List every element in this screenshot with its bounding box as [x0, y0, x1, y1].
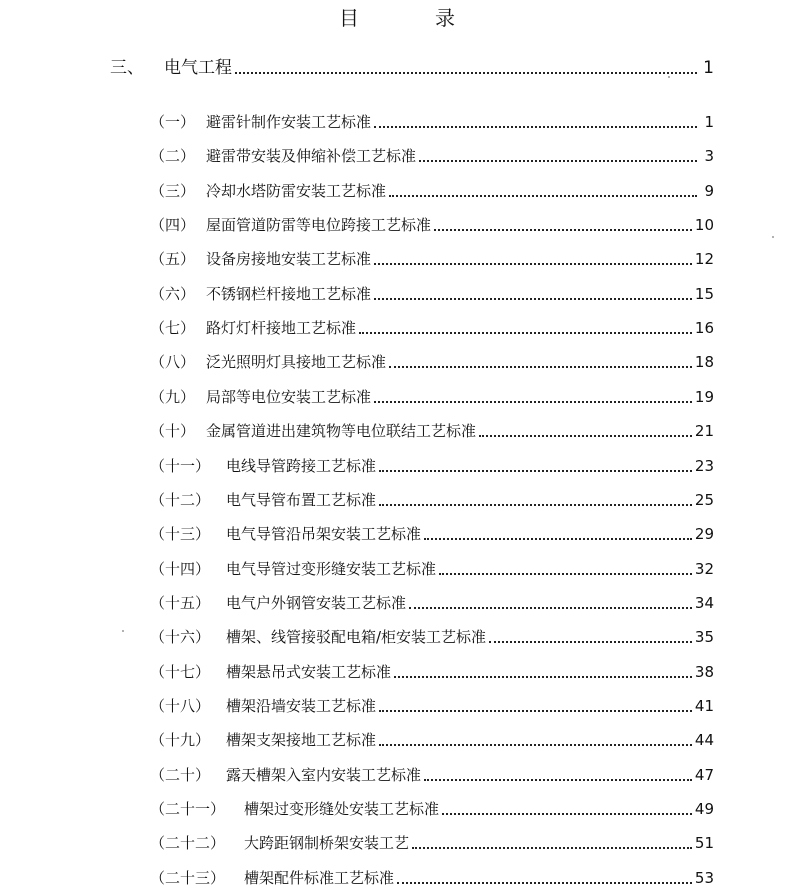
toc-entry-number: （十二） [150, 491, 211, 509]
toc-entry-number: （二十二） [150, 834, 226, 852]
toc-dot-leader [424, 779, 692, 781]
toc-dot-leader [379, 470, 692, 472]
toc-entry[interactable] [150, 728, 714, 752]
toc-entry-title: 泛光照明灯具接地工艺标准 [206, 353, 387, 371]
toc-entry-title: 局部等电位安装工艺标准 [206, 388, 372, 406]
toc-entry[interactable] [150, 831, 714, 855]
toc-entry-number: （五） [150, 250, 196, 268]
toc-entry-number: （十七） [150, 663, 211, 681]
toc-entry-number: （九） [150, 388, 196, 406]
toc-dot-leader [439, 573, 692, 575]
toc-entry-title: 槽架过变形缝处安装工艺标准 [244, 800, 440, 818]
toc-entry-title: 冷却水塔防雷安装工艺标准 [206, 182, 387, 200]
toc-entry-page: 53 [694, 869, 714, 887]
toc-dot-leader [419, 160, 697, 162]
toc-entry[interactable] [150, 179, 714, 203]
toc-chapter-number: 三、 [110, 58, 144, 78]
toc-entry-title: 槽架悬吊式安装工艺标准 [226, 663, 392, 681]
toc-entry-page: 44 [694, 731, 714, 749]
toc-entry-title: 屋面管道防雷等电位跨接工艺标准 [206, 216, 432, 234]
toc-entry-number: （十） [150, 422, 196, 440]
toc-entry-title: 电气导管过变形缝安装工艺标准 [226, 560, 437, 578]
toc-chapter-page: 1 [703, 58, 714, 78]
toc-entry[interactable] [150, 385, 714, 409]
toc-dot-leader [442, 813, 692, 815]
toc-entry-number: （一） [150, 113, 196, 131]
toc-entry-number: （十三） [150, 525, 211, 543]
toc-title: 目 录 [339, 6, 483, 30]
toc-entry-number: （二十三） [150, 869, 226, 887]
toc-dot-leader [389, 195, 697, 197]
toc-entry[interactable] [150, 144, 714, 168]
toc-entry[interactable] [150, 419, 714, 443]
toc-dot-leader [389, 366, 692, 368]
toc-dot-leader [235, 72, 697, 74]
toc-entry[interactable] [150, 110, 714, 134]
toc-entry-page: 1 [704, 113, 714, 131]
toc-entry-page: 34 [694, 594, 714, 612]
toc-dot-leader [374, 298, 692, 300]
toc-dot-leader [359, 332, 692, 334]
toc-entry-number: （二） [150, 147, 196, 165]
toc-entry-number: （十八） [150, 697, 211, 715]
toc-entry-page: 29 [694, 525, 714, 543]
toc-entry-number: （八） [150, 353, 196, 371]
toc-dot-leader [374, 263, 692, 265]
toc-entry[interactable] [150, 488, 714, 512]
toc-entry-number: （十一） [150, 457, 211, 475]
toc-dot-leader [374, 401, 692, 403]
toc-entry-number: （七） [150, 319, 196, 337]
toc-entry-title: 电气户外钢管安装工艺标准 [226, 594, 407, 612]
toc-entry-title: 路灯灯杆接地工艺标准 [206, 319, 357, 337]
toc-entry-number: （二十一） [150, 800, 226, 818]
toc-entry-title: 金属管道进出建筑物等电位联结工艺标准 [206, 422, 477, 440]
toc-entry-page: 16 [694, 319, 714, 337]
toc-entry-title: 大跨距钢制桥架安装工艺 [244, 834, 410, 852]
toc-entry[interactable] [150, 866, 714, 890]
toc-entry-number: （二十） [150, 766, 211, 784]
toc-entry-page: 12 [694, 250, 714, 268]
toc-dot-leader [409, 607, 692, 609]
toc-dot-leader [397, 882, 692, 884]
toc-entry[interactable] [150, 316, 714, 340]
toc-entry-page: 25 [694, 491, 714, 509]
toc-entry[interactable] [150, 350, 714, 374]
toc-entry-page: 51 [694, 834, 714, 852]
toc-entry-page: 15 [694, 285, 714, 303]
toc-entry-title: 电气导管布置工艺标准 [226, 491, 377, 509]
toc-entry[interactable] [150, 591, 714, 615]
toc-dot-leader [479, 435, 692, 437]
toc-chapter-entry[interactable] [110, 56, 714, 80]
toc-entry-title: 槽架沿墙安装工艺标准 [226, 697, 377, 715]
toc-entry-number: （十四） [150, 560, 211, 578]
toc-entry-title: 槽架配件标准工艺标准 [244, 869, 395, 887]
toc-entry-number: （十六） [150, 628, 211, 646]
toc-entry-title: 避雷带安装及伸缩补偿工艺标准 [206, 147, 417, 165]
toc-entry-number: （十五） [150, 594, 211, 612]
toc-entry-page: 19 [694, 388, 714, 406]
toc-entry-page: 9 [704, 182, 714, 200]
toc-entry[interactable] [150, 247, 714, 271]
toc-dot-leader [434, 229, 692, 231]
toc-entry-page: 47 [694, 766, 714, 784]
toc-entry-number: （四） [150, 216, 196, 234]
toc-dot-leader [379, 744, 692, 746]
toc-entry-title: 避雷针制作安装工艺标准 [206, 113, 372, 131]
toc-entry[interactable] [150, 694, 714, 718]
toc-entry-page: 10 [694, 216, 714, 234]
toc-entry-page: 21 [694, 422, 714, 440]
toc-entry-title: 电线导管跨接工艺标准 [226, 457, 377, 475]
toc-entry-page: 18 [694, 353, 714, 371]
toc-entry-title: 槽架支架接地工艺标准 [226, 731, 377, 749]
toc-dot-leader [489, 641, 692, 643]
toc-entry-number: （十九） [150, 731, 211, 749]
toc-dot-leader [394, 676, 692, 678]
toc-entry[interactable] [150, 454, 714, 478]
toc-entry-title: 设备房接地安装工艺标准 [206, 250, 372, 268]
toc-entry-title: 露天槽架入室内安装工艺标准 [226, 766, 422, 784]
scan-speck [122, 630, 124, 632]
toc-entry[interactable] [150, 797, 714, 821]
toc-entry-page: 35 [694, 628, 714, 646]
toc-entry[interactable] [150, 625, 714, 649]
toc-dot-leader [412, 847, 692, 849]
toc-entry-page: 23 [694, 457, 714, 475]
toc-entry[interactable] [150, 522, 714, 546]
toc-entry-title: 不锈钢栏杆接地工艺标准 [206, 285, 372, 303]
toc-entry-page: 3 [704, 147, 714, 165]
toc-entry[interactable] [150, 557, 714, 581]
toc-dot-leader [379, 710, 692, 712]
toc-entry-page: 41 [694, 697, 714, 715]
toc-entry-page: 32 [694, 560, 714, 578]
toc-entry-page: 49 [694, 800, 714, 818]
toc-entry-page: 38 [694, 663, 714, 681]
toc-dot-leader [374, 126, 697, 128]
scan-speck [772, 236, 774, 238]
toc-entry[interactable] [150, 763, 714, 787]
toc-entry[interactable] [150, 282, 714, 306]
toc-dot-leader [379, 504, 692, 506]
toc-entry-number: （六） [150, 285, 196, 303]
scan-speck [668, 76, 670, 78]
toc-chapter-title: 电气工程 [164, 58, 232, 78]
toc-entry-title: 槽架、线管接驳配电箱/柜安装工艺标准 [226, 628, 487, 646]
toc-entry-number: （三） [150, 182, 196, 200]
toc-dot-leader [424, 538, 692, 540]
toc-entry[interactable] [150, 660, 714, 684]
toc-entry[interactable] [150, 213, 714, 237]
toc-entry-title: 电气导管沿吊架安装工艺标准 [226, 525, 422, 543]
